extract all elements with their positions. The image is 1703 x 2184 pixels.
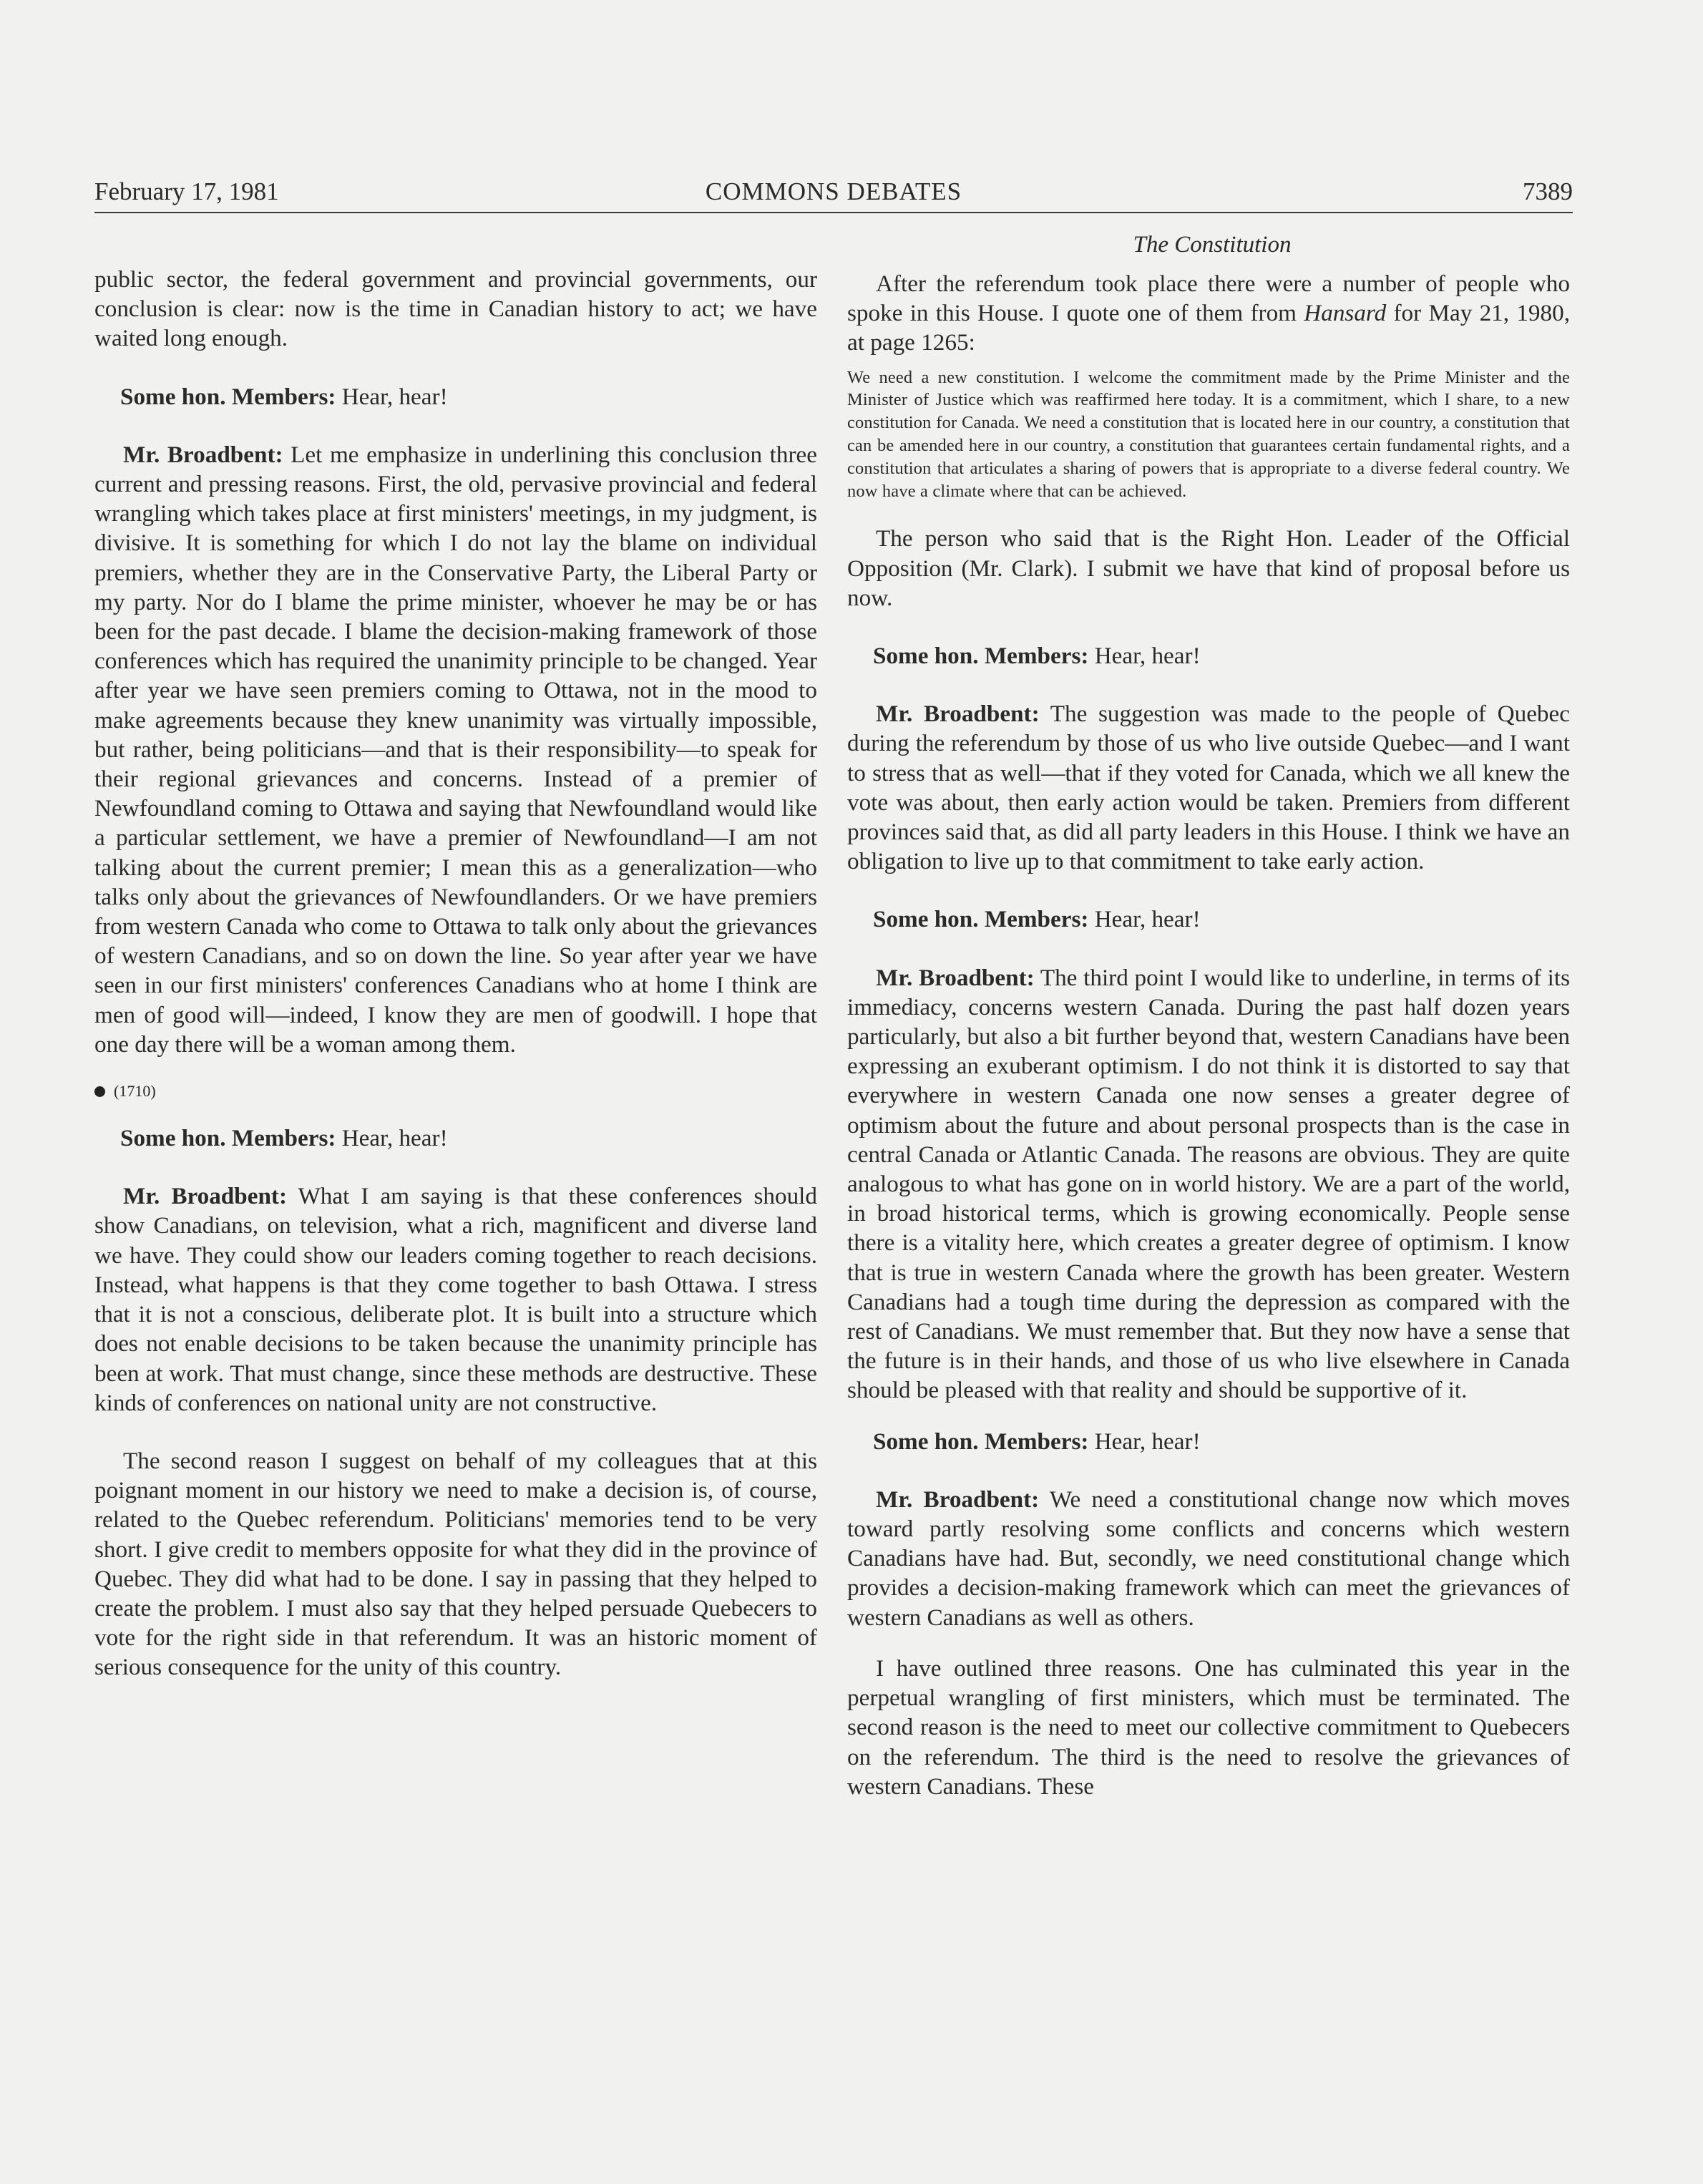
header-date: February 17, 1981	[94, 177, 279, 205]
speaker-label: Mr. Broadbent:	[876, 964, 1035, 991]
paragraph: public sector, the federal government and provincial governments, our conclusion is clear: now is the time in Canadian history to act; we have waited long enough.	[94, 266, 817, 352]
section-title: The Constitution	[1133, 232, 1292, 258]
text-span: After the referendum took place there were a number of people who spoke in this House. I quote one of them from	[847, 270, 1570, 327]
paragraph	[847, 699, 1570, 876]
speech-text: What I am saying is that these conferences should show Canadians, on television, what a rich, magnificent and diverse land we have. They could show our leaders coming together to reach decisions. Instead, what happens is that they come together to bash Ottawa. I stress that it is not a conscious, deliberate plot. It is built into a structure which does not enable decisions to be taken because the unanimity principle has been at work. That must change, since these methods are destructive. These kinds of conferences on national unity are not constructive.	[94, 1183, 817, 1416]
left-column	[94, 265, 817, 1682]
speaker-label: Some hon. Members:	[120, 383, 336, 410]
members-interjection	[847, 1427, 1570, 1456]
members-interjection	[847, 641, 1570, 671]
speaker-label: Some hon. Members:	[120, 1125, 336, 1152]
speech-text: The third point I would like to underline, in terms of its immediacy, concerns western Canada. During the past half dozen years particularly, but also a bit further beyond that, western Canadians have been expressing an exuberant optimism. I do not think it is distorted to say that everywhere in western Canada one now senses a greater degree of optimism about the future and about personal prospects than is the case in central Canada or Atlantic Canada. The reasons are obvious. They are quite analogous to what has gone on in world history. We are a part of the world, in broad historical terms, which is growing economically. People sense there is a vitality here, which creates a greater degree of optimism. I know that is true in western Canada where the growth has been greater. Western Canadians had a tough time during the depression as compared with the rest of Canadians. We must remember that. But they now have a sense that the future is in their hands, and those of us who live elsewhere in Canada should be pleased with that reality and should be supportive of it.	[847, 964, 1570, 1404]
text-span: for May 21, 1980, at page 1265:	[847, 300, 1571, 356]
interjection-text: Hear, hear!	[341, 1125, 448, 1152]
header-title: COMMONS DEBATES	[705, 177, 962, 205]
speech-text: We need a constitutional change now which moves toward partly resolving some conflicts and concerns which western Canadians have had. But, secondly, we need constitutional change which provides a decision-making framework which can meet the grievances of western Canadians as well as others.	[847, 1486, 1570, 1631]
timestamp-marker	[94, 1081, 817, 1102]
speaker-label: Mr. Broadbent:	[876, 701, 1040, 728]
members-interjection	[94, 1123, 817, 1153]
bullet-icon	[94, 1086, 105, 1097]
speaker-label: Mr. Broadbent:	[123, 441, 283, 468]
interjection-text: Hear, hear!	[1094, 643, 1201, 669]
hansard-italic: Hansard	[1304, 300, 1387, 327]
block-quote: We need a new constitution. I welcome the commitment made by the Prime Minister and the Minister of Justice which was reaffirmed here today. It is a commitment, which I share, to a new constitution for Canada. We need a constitution that is located here in our country, a constitution that can be amended here in our country, a constitution that guarantees certain fundamental rights, and a constitution that articulates a sharing of powers that is appropriate to a diverse federal country. We now have a climate where that can be achieved.	[847, 367, 1570, 501]
speech-text: The suggestion was made to the people of Quebec during the referendum by those of us who live outside Quebec—and I want to stress that as well—that if they voted for Canada, which we all knew the vote was about, then early action would be taken. Premiers from different provinces said that, as did all party leaders in this House. I think we have an obligation to live up to that commitment to take early action.	[847, 701, 1570, 875]
paragraph	[94, 1181, 817, 1418]
timestamp: (1710)	[114, 1082, 156, 1101]
speaker-label: Some hon. Members:	[873, 643, 1089, 669]
right-column	[847, 232, 1570, 1801]
speaker-label: Mr. Broadbent:	[876, 1486, 1040, 1513]
paragraph: The person who said that is the Right Hon. Leader of the Official Opposition (Mr. Clark). I submit we have that kind of proposal before us now.	[847, 525, 1570, 611]
interjection-text: Hear, hear!	[1094, 906, 1201, 933]
paragraph	[847, 1485, 1570, 1632]
paragraph	[847, 963, 1570, 1405]
speaker-label: Some hon. Members:	[873, 1428, 1089, 1455]
interjection-text: Hear, hear!	[341, 383, 448, 410]
paragraph: I have outlined three reasons. One has culminated this year in the perpetual wrangling of first ministers, which must be terminated. The second reason is the need to meet our collective commitment to Quebecers on the referendum. The third is the need to resolve the grievances of western Canadians. These	[847, 1654, 1570, 1800]
members-interjection	[847, 905, 1570, 934]
interjection-text: Hear, hear!	[1094, 1428, 1201, 1455]
header-page-number: 7389	[1523, 177, 1573, 205]
paragraph: The second reason I suggest on behalf of my colleagues that at this poignant moment in our history we need to make a decision is, of course, related to the Quebec referendum. Politicians' memories tend to be very short. I give credit to members opposite for what they did in the province of Quebec. They did what had to be done. I say in passing that they helped to create the problem. I must also say that they helped persuade Quebecers to vote for the right side in that referendum. It was an historic moment of serious consequence for the unity of this country.	[94, 1447, 817, 1681]
speaker-label: Mr. Broadbent:	[123, 1183, 288, 1210]
paragraph	[94, 440, 817, 1059]
members-interjection	[94, 382, 817, 411]
speaker-label: Some hon. Members:	[873, 906, 1089, 933]
page-header	[94, 176, 1573, 213]
speech-text: Let me emphasize in underlining this conclusion three current and pressing reasons. First, the old, pervasive provincial and federal wrangling which takes place at first ministers' meetings, in my judgment, is divisive. It is something for which I do not lay the blame on individual premiers, whether they are in the Conservative Party, the Liberal Party or my party. Nor do I blame the prime minister, whoever he may be or has been for the past decade. I blame the decision-making framework of those conferences which has required the unanimity principle to be changed. Year after year we have seen premiers coming to Ottawa, not in the mood to make agreements because they knew unanimity was virtually impossible, but rather, being politicians—and that is their responsibility—to speak for their regional grievances and concerns. Instead of a premier of Newfoundland coming to Ottawa and saying that Newfoundland would like a particular settlement, we have a premier of Newfoundland—I am not talking about the current premier; I mean this as a generalization—who talks only about the grievances of Newfoundlanders. Or we have premiers from western Canada who come to Ottawa to talk only about the grievances of western Canadians, and so on down the line. So year after year we have seen in our first ministers' conferences Canadians who at home I think are men of good will—indeed, I know they are men of goodwill. I hope that one day there will be a woman among them.	[94, 441, 817, 1058]
paragraph	[847, 269, 1570, 358]
